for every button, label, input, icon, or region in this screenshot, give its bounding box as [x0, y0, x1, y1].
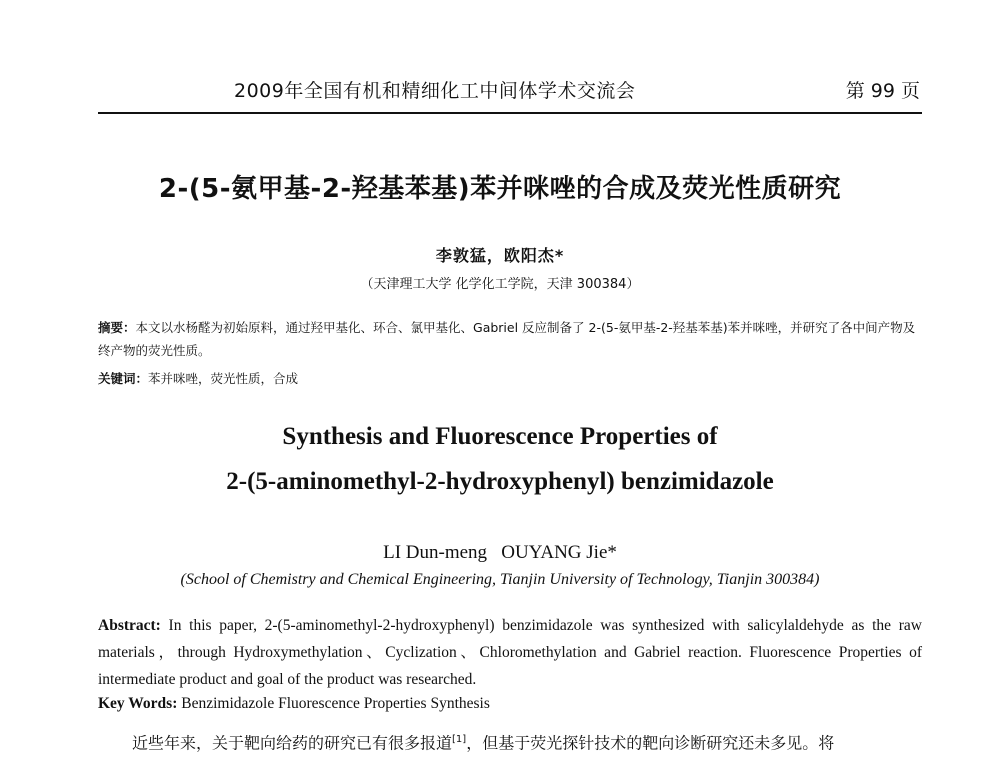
citation-ref[interactable]: [1] [452, 734, 467, 745]
intro-text-start: 近些年来，关于靶向给药的研究已有很多报道 [132, 733, 453, 753]
english-title-line1: Synthesis and Fluorescence Properties of [282, 423, 718, 450]
chinese-abstract-label: 摘要： [98, 320, 136, 335]
english-title-line2: 2-(5-aminomethyl-2-hydroxyphenyl) benzimidazole [226, 468, 774, 495]
chinese-title: 2-(5-氨甲基-2-羟基苯基)苯并咪唑的合成及荧光性质研究 [158, 174, 842, 204]
english-abstract-label: Abstract: [98, 617, 161, 634]
english-keywords [98, 695, 922, 713]
chinese-keywords-text: 苯并咪唑，荧光性质，合成 [148, 371, 299, 386]
english-abstract-text: In this paper, 2-(5-aminomethyl-2-hydroxyphenyl) benzimidazole was synthesized with salicylaldehyde as the raw materials，through Hydroxymethylation、Cyclization、Chloromethylation and Gabriel reaction. Fluorescence Properties of intermediate product and goal of the product was researched. [98, 617, 922, 688]
english-keywords-label: Key Words: [98, 695, 178, 712]
running-header [98, 74, 922, 114]
chinese-keywords [98, 369, 926, 387]
page-number: 第 99 页 [845, 80, 920, 102]
chinese-affiliation: （天津理工大学 化学化工学院，天津 300384） [360, 277, 640, 292]
chinese-abstract-text: 本文以水杨醛为初始原料，通过羟甲基化、环合、氯甲基化、Gabriel 反应制备了 2-(5-氨甲基-2-羟基苯基)苯并咪唑，并研究了各中间产物及终产物的荧光性质。 [98, 320, 916, 358]
english-keywords-text: Benzimidazole Fluorescence Properties Synthesis [177, 695, 490, 712]
english-affiliation: (School of Chemistry and Chemical Engineering, Tianjin University of Technology, Tianjin 300384) [180, 571, 820, 588]
english-authors: LI Dun-meng OUYANG Jie* [383, 542, 617, 563]
intro-text-continued: ，但基于荧光探针技术的靶向诊断研究还未多见。将 [466, 733, 835, 753]
english-abstract [98, 612, 922, 693]
chinese-authors: 李敦猛，欧阳杰* [435, 246, 565, 265]
conference-name: 2009年全国有机和精细化工中间体学术交流会 [234, 80, 636, 102]
chinese-keywords-label: 关键词： [98, 371, 149, 386]
introduction-paragraph [98, 725, 922, 760]
chinese-abstract [98, 316, 926, 362]
